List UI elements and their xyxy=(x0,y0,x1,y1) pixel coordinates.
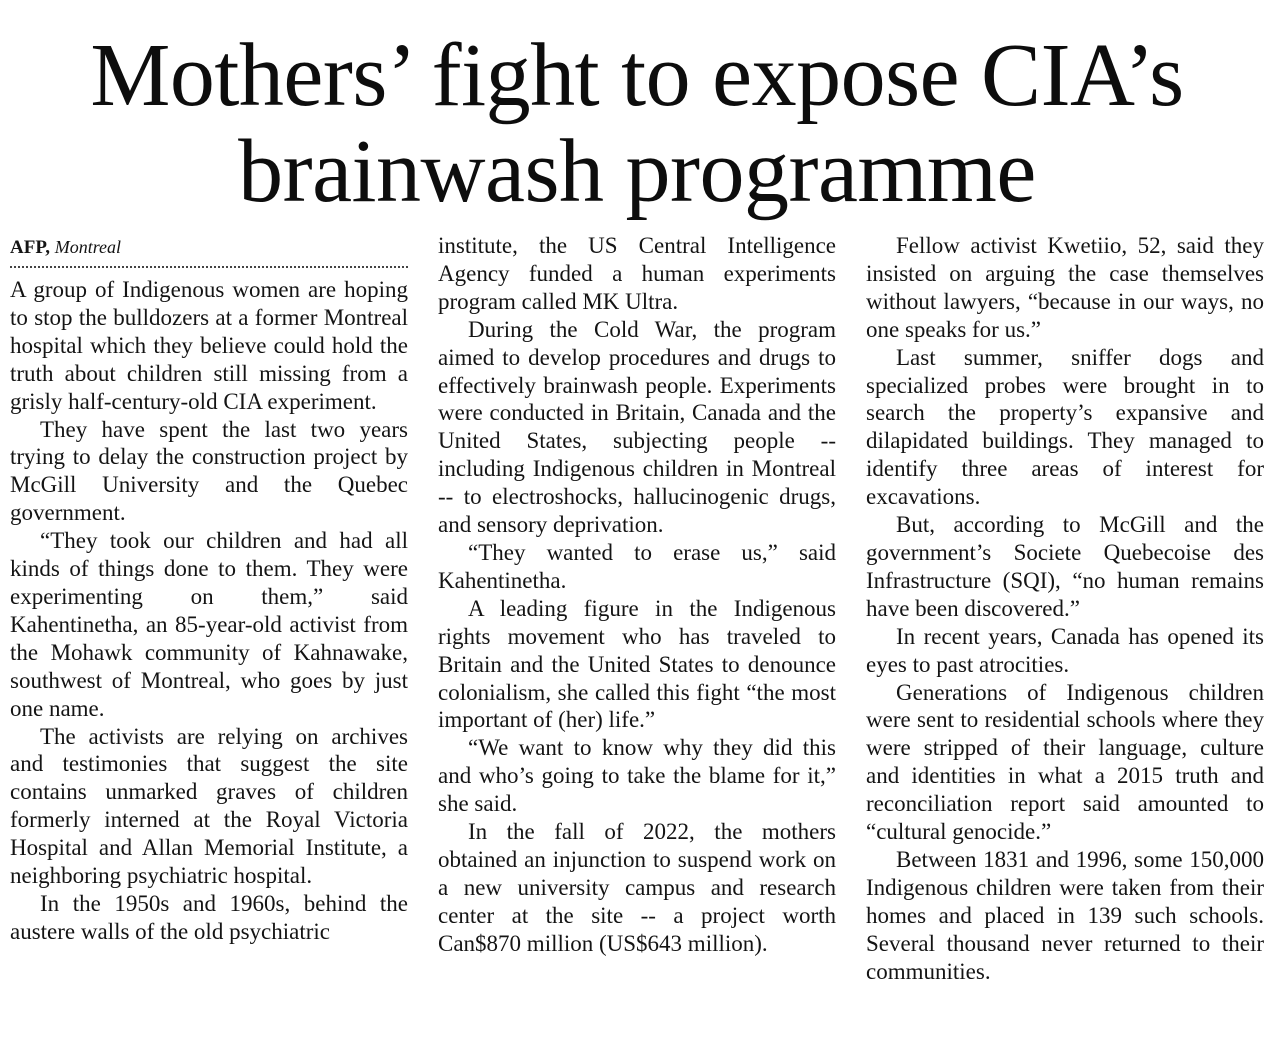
paragraph: Fellow activist Kwetiio, 52, said they insisted on arguing the case themselves without lawyers, “because in our ways, no one speaks for us.” xyxy=(866,233,1264,342)
byline-agency: AFP, xyxy=(10,237,50,258)
paragraph: A group of Indigenous women are hoping to stop the bulldozers at a former Montreal hospital which they believe could hold the truth about children still missing from a grisly half-century-old CIA experiment. xyxy=(10,277,408,414)
paragraph: The activists are relying on archives and testimonies that suggest the site contains unmarked graves of children formerly interned at the Royal Victoria Hospital and Allan Memorial Institute, a neighboring psychiatric hospital. xyxy=(10,723,408,889)
byline-place: Montreal xyxy=(54,237,122,257)
paragraph: They have spent the last two years trying to delay the construction project by McGill University and the Quebec government. xyxy=(10,416,408,526)
paragraph: In the fall of 2022, the mothers obtained an injunction to suspend work on a new university campus and research center at the site -- a project worth Can$870 million (US$643 million). xyxy=(438,819,836,956)
paragraph: In recent years, Canada has opened its eyes to past atrocities. xyxy=(866,623,1264,677)
headline: Mothers’ fight to expose CIA’s brainwash programme xyxy=(90,26,1184,221)
article-column-3 xyxy=(866,232,1264,985)
article-column-2 xyxy=(438,232,836,958)
paragraph: A leading figure in the Indigenous rights movement who has traveled to Britain and the United States to denounce colonialism, she called this fight “the most important of (her) life.” xyxy=(438,595,836,733)
paragraph: During the Cold War, the program aimed to develop procedures and drugs to effectively brainwash people. Experiments were conducted in Britain, Canada and the United States, subjecting people -- including Indigenous children in Montreal -- to electroshocks, hallucinogenic drugs, and sensory deprivation. xyxy=(438,316,836,538)
paragraph: “They wanted to erase us,” said Kahentinetha. xyxy=(438,539,836,593)
byline xyxy=(10,232,408,268)
paragraph: “They took our children and had all kinds of things done to them. They were experimenting on them,” said Kahentinetha, an 85-year-old activist from the Mohawk community of Kahnawake, southwest of Montreal, who goes by just one name. xyxy=(10,528,408,721)
paragraph: Generations of Indigenous children were sent to residential schools where they were stripped of their language, culture and identities in what a 2015 truth and reconciliation report said amounted to “cultural genocide.” xyxy=(866,679,1264,845)
paragraph: In the 1950s and 1960s, behind the austere walls of the old psychiatric xyxy=(10,890,408,944)
paragraph: But, according to McGill and the government’s Societe Quebecoise des Infrastructure (SQI), “no human remains have been discovered.” xyxy=(866,512,1264,621)
paragraph: institute, the US Central Intelligence Agency funded a human experiments program called MK Ultra. xyxy=(438,233,836,314)
paragraph: Between 1831 and 1996, some 150,000 Indigenous children were taken from their homes and placed in 139 such schools. Several thousand never returned to their communities. xyxy=(866,846,1264,984)
article-column-1 xyxy=(10,232,408,946)
paragraph: Last summer, sniffer dogs and specialized probes were brought in to search the property’s expansive and dilapidated buildings. They managed to identify three areas of interest for excavations. xyxy=(866,344,1264,510)
paragraph: “We want to know why they did this and who’s going to take the blame for it,” she said. xyxy=(438,735,836,817)
